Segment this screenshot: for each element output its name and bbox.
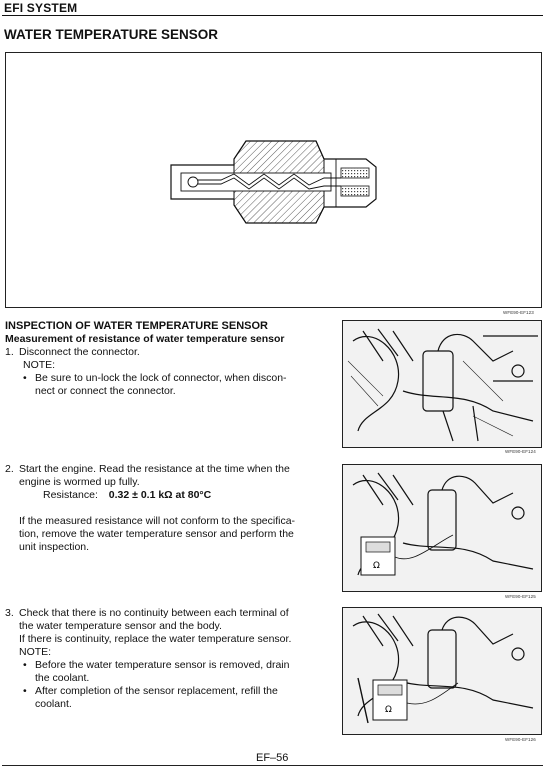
figure-id: WFE90-EF123 [503, 310, 534, 315]
svg-text:Ω: Ω [385, 705, 392, 715]
step-1 [5, 346, 335, 359]
step-line: Check that there is no continuity between each terminal of [19, 607, 289, 619]
note-bullet [5, 685, 335, 711]
step-line: the water temperature sensor and the body. [19, 620, 222, 632]
step-line: Start the engine. Read the resistance at the time when the [19, 463, 290, 475]
bullet-icon: • [23, 659, 27, 671]
note-label: NOTE: [23, 359, 56, 371]
step-line: engine is wormed up fully. [19, 476, 140, 488]
engine-photo-resistance [342, 464, 542, 592]
step-text: Disconnect the connector. [19, 346, 140, 358]
note-bullet [5, 372, 335, 398]
engine-illustration [343, 465, 541, 591]
svg-text:Ω: Ω [373, 561, 380, 571]
step-line: If there is continuity, replace the water temperature sensor. [19, 633, 292, 645]
step-number: 3. [5, 607, 14, 619]
bullet-line: Before the water temperature sensor is removed, drain [35, 659, 290, 671]
section-header [2, 0, 543, 16]
step-number: 2. [5, 463, 14, 475]
engine-photo-continuity [342, 607, 542, 735]
inspection-subheading: Measurement of resistance of water temperature sensor [5, 333, 285, 345]
step-number: 1. [5, 346, 14, 358]
resistance-label: Resistance: [43, 489, 98, 501]
engine-photo-connector [342, 320, 542, 448]
sensor-cross-section-drawing [6, 53, 541, 307]
note-bullet [5, 659, 335, 685]
engine-illustration [343, 321, 541, 447]
inspection-heading: INSPECTION OF WATER TEMPERATURE SENSOR [5, 320, 268, 332]
bullet-line: nect or connect the connector. [35, 385, 176, 397]
note-label: NOTE: [19, 646, 52, 658]
figure-id: WFE90-EF126 [505, 737, 536, 742]
para-line: unit inspection. [19, 541, 90, 553]
page-title: WATER TEMPERATURE SENSOR [4, 27, 219, 42]
figure-id: WFE90-EF125 [505, 594, 536, 599]
page-number: EF–56 [256, 752, 289, 764]
para-line: If the measured resistance will not conform to the specifica- [19, 515, 296, 527]
bullet-line: Be sure to un-lock the lock of connector, when discon- [35, 372, 287, 384]
engine-illustration [343, 608, 541, 734]
footer-divider [2, 765, 543, 766]
inspection-section [5, 320, 335, 398]
section-title: EFI SYSTEM [4, 1, 78, 15]
para-line: tion, remove the water temperature sensor and perform the [19, 528, 294, 540]
bullet-line: After completion of the sensor replacement, refill the [35, 685, 278, 697]
step-3 [5, 607, 335, 711]
sensor-cross-section-figure [5, 52, 542, 308]
bullet-icon: • [23, 372, 27, 384]
bullet-line: the coolant. [35, 672, 90, 684]
resistance-spec [5, 489, 335, 502]
bullet-icon: • [23, 685, 27, 697]
figure-id: WFE90-EF124 [505, 449, 536, 454]
resistance-value: 0.32 ± 0.1 kΩ at 80°C [108, 489, 212, 501]
bullet-line: coolant. [35, 698, 72, 710]
step-2 [5, 463, 335, 554]
